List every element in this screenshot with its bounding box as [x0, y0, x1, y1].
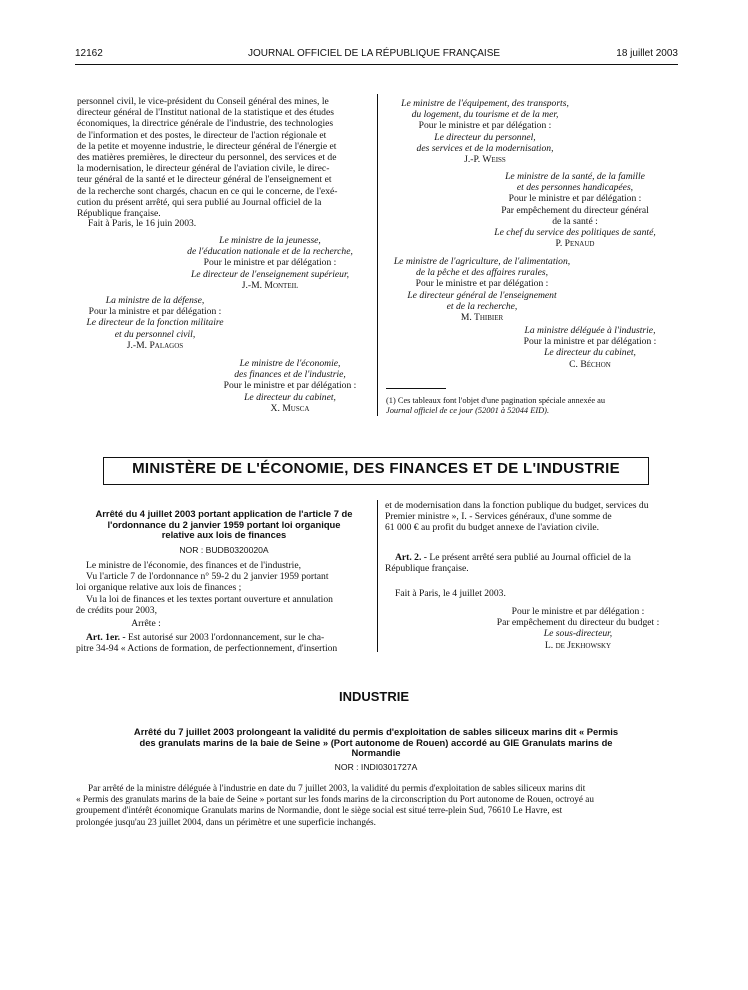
- page-number: 12162: [75, 48, 103, 59]
- decree-preamble: Le ministre de l'économie, des finances et de l'industrie, Vu l'article 7 de l'ordonnance n° 59-2 du 2 janvier 1959 portant loi organique relative aux lois de finances ; Vu la loi de finances et les textes portant ouverture et annulation de crédits pour 2003,: [76, 560, 333, 616]
- column-divider: [377, 94, 378, 416]
- footnote-rule: [386, 388, 446, 389]
- signature-block: Le ministre de l'économie, des finances et de l'industrie, Pour le ministre et par délégation : Le directeur du cabinet, X. Musca: [223, 358, 357, 414]
- header-rule: [75, 64, 678, 65]
- decree-title: Arrêté du 4 juillet 2003 portant application de l'article 7 de l'ordonnance du 2 janvier 1959 portant loi organique relative aux lois de finances: [95, 508, 353, 541]
- signature-block: Pour le ministre et par délégation : Par empêchement du directeur du budget : Le sous-directeur, L. de Jekhowsky: [496, 606, 660, 651]
- nor-reference: NOR : INDI0301727A: [334, 762, 418, 772]
- article-1-continued: et de modernisation dans la fonction publique du budget, services du Premier ministre », I. - Services généraux, d'une somme de 61 000 € au profit du budget annexe de l'aviation civile.: [385, 500, 649, 534]
- arrete-word: Arrête :: [131, 618, 161, 629]
- signature-block: La ministre déléguée à l'industrie, Pour la ministre et par délégation : Le directeur du cabinet, C. Béchon: [523, 325, 657, 370]
- closing-paragraph: personnel civil, le vice-président du Conseil général des mines, le directeur général de l'Institut national de la statistique et des études économiques, la directrice générale de l'industrie, des technologies de l'information et des postes, le directeur de l'action régionale et de la petite et moyenne industrie, le directeur général de l'énergie et des matières premières, le directeur du personnel, des services et de la modernisation, le directeur général de l'aviation civile, le direc- teur général de la santé et le directeur général de l'enseignement et de la recherche sont chargés, chacun en ce qui le concerne, de l'exé- cution du présent arrêté, qui sera publié au Journal officiel de la République française.: [77, 96, 338, 220]
- article-1: Art. 1er. - Est autorisé sur 2003 l'ordonnancement, sur le cha- pitre 34-94 « Actions de formation, de perfectionnement, d'insertion: [76, 632, 338, 655]
- fait-date: Fait à Paris, le 16 juin 2003.: [88, 218, 197, 229]
- decree-body: Par arrêté de la ministre déléguée à l'industrie en date du 7 juillet 2003, la validité du permis d'exploitation de sables siliceux marins dit « Permis des granulats marins de la baie de Seine » portant sur les fonds marins de la circonscription du Port autonome de Rouen, octroyé au groupement d'intérêt économique Granulats marins de Normandie, dont le siège social est situé terre-plein Sud, 76610 Le Havre, est prolongée jusqu'au 23 juillet 2004, dans un périmètre et une superficie inchangés.: [76, 783, 594, 827]
- signature-block: Le ministre de l'équipement, des transports, du logement, du tourisme et de la mer, Pour le ministre et par délégation : Le directeur du personnel, des services et de la modernisation, J.-P. Weiss: [401, 98, 569, 166]
- signature-block: Le ministre de l'agriculture, de l'alimentation, de la pêche et des affaires rurales, Pour le ministre et par délégation : Le directeur général de l'enseignement et de la recherche, M. Thibier: [393, 256, 571, 324]
- signature-block: Le ministre de la jeunesse, de l'éducation nationale et de la recherche, Pour le ministre et par délégation : Le directeur de l'enseignement supérieur, J.-M. Monteil: [187, 235, 353, 291]
- footnote: (1) Ces tableaux font l'objet d'une pagination spéciale annexée au Journal officiel de ce jour (52001 à 52044 EID).: [386, 396, 606, 415]
- column-divider: [377, 500, 378, 652]
- fait-date: Fait à Paris, le 4 juillet 2003.: [395, 588, 506, 599]
- issue-date: 18 juillet 2003: [616, 48, 678, 59]
- article-2: Art. 2. - Le présent arrêté sera publié au Journal officiel de la République française.: [385, 552, 631, 575]
- signature-block: Le ministre de la santé, de la famille et des personnes handicapées, Pour le ministre et par délégation : Par empêchement du directeur général de la santé : Le chef du service des politiques de santé, P. Penaud: [494, 171, 656, 250]
- signature-block: La ministre de la défense, Pour la ministre et par délégation : Le directeur de la fonction militaire et du personnel civil, J.-M. Palagos: [86, 295, 224, 351]
- decree-title: Arrêté du 7 juillet 2003 prolongeant la validité du permis d'exploitation de sables siliceux marins dit « Permis des granulats marins de la baie de Seine » (Port autonome de Rouen) accordé au GIE Granulats marins de Normandie: [133, 726, 619, 759]
- ministry-title: MINISTÈRE DE L'ÉCONOMIE, DES FINANCES ET DE L'INDUSTRIE: [132, 460, 620, 477]
- nor-reference: NOR : BUDB0320020A: [179, 545, 269, 555]
- journal-title: JOURNAL OFFICIEL DE LA RÉPUBLIQUE FRANÇAISE: [247, 48, 501, 59]
- section-heading: INDUSTRIE: [338, 689, 410, 704]
- ministry-box: [103, 457, 649, 485]
